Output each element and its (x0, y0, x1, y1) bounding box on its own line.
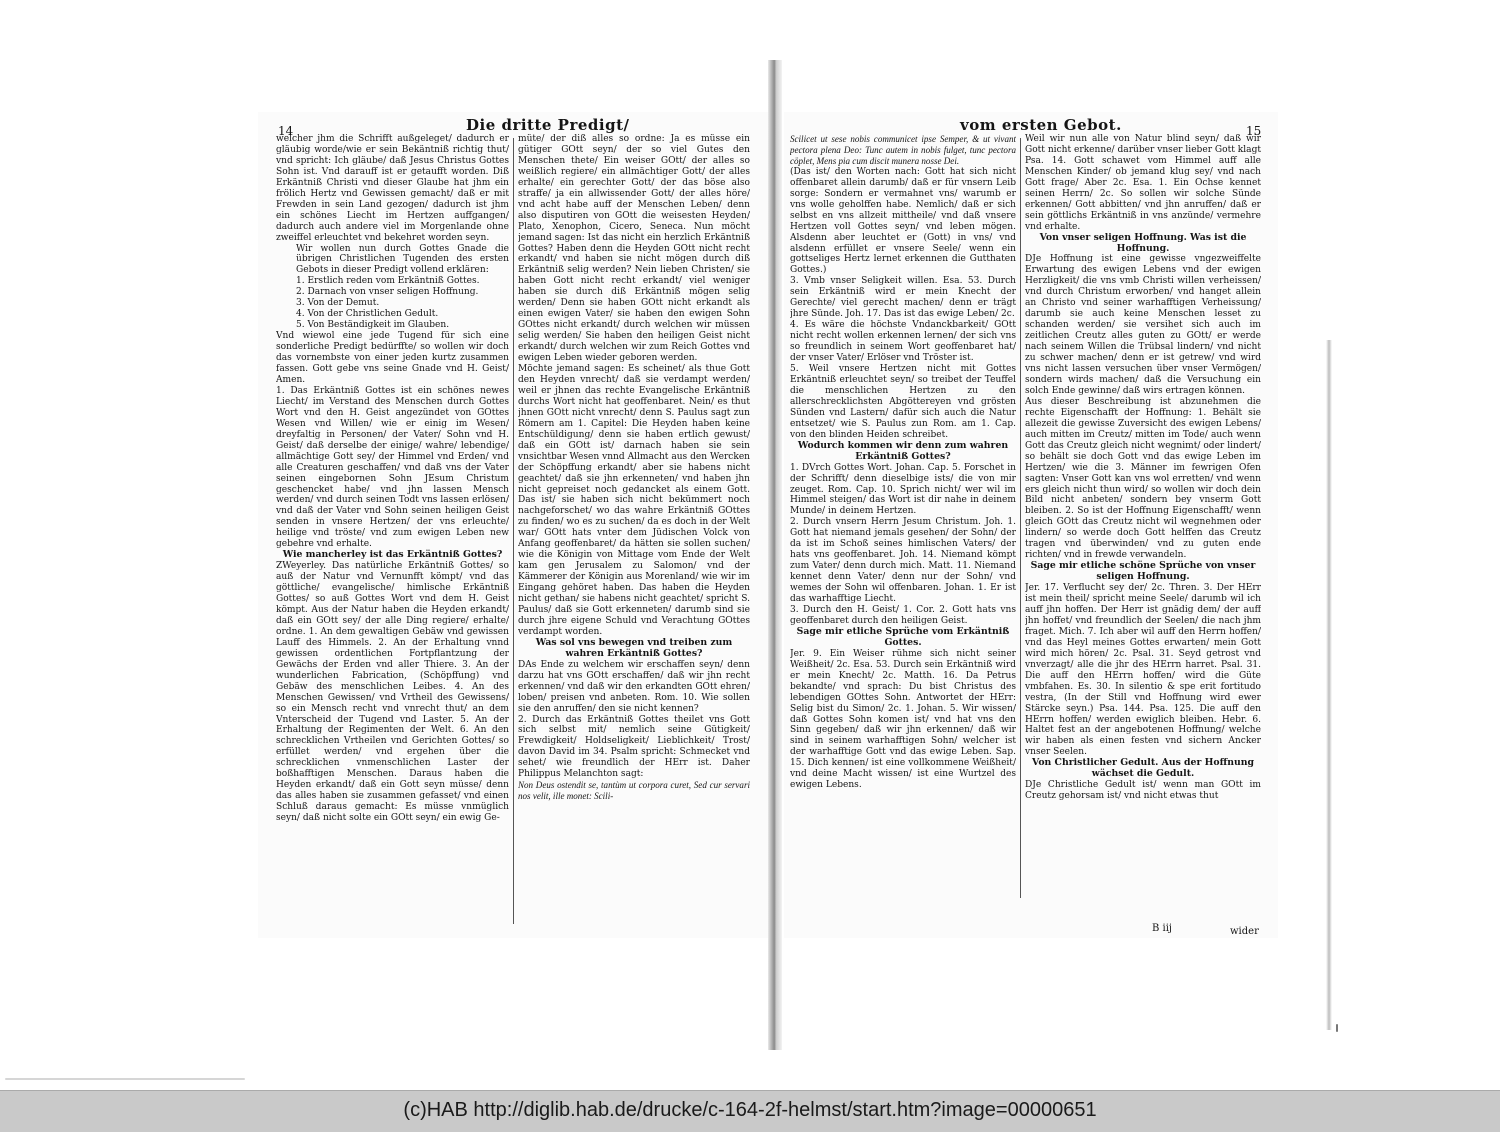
left-page-column-2 (518, 134, 750, 926)
paragraph: DJe Christliche Gedult ist/ wenn man GOtt im Creutz gehorsam ist/ vnd nicht etwas thut (1025, 780, 1261, 802)
paragraph: 4. Von der Christlichen Gedult. (296, 309, 439, 320)
signature-mark: B iij (1152, 923, 1173, 934)
section-heading: Wodurch kommen wir denn zum wahren Erkäntniß Gottes? (797, 439, 1009, 462)
paragraph: Jer. 17. Verflucht sey der/ 2c. Thren. 3. Der HErr ist mein theil/ spricht meine Seele/ darumb wil ich auff jhn hoffen. Der Herr ist gnädig dem/ der auff jhn hoffet/ vnd freundlich der Seelen/ die nach jhm fraget. Mich. 7. Ich aber wil auff den Herrn hoffen/ vnd das Heyl meines Gottes erwarten/ mein Gott wird mich hören/ 2c. Psal. 31. Seyd getrost vnd vnverzagt/ alle die jhr des HErrn harret. Psal. 31. Die auff den HErrn hoffen/ wird die Güte vmbfahen. Es. 30. In silentio & spe erit fortitudo vestra, (In der Still vnd Hoffnung wird ewer Stärcke seyn.) Psa. 144. Psa. 125. Die auff den HErrn hoffen/ werden ewiglich bleiben. Hebr. 6. Haltet fest an der angebotenen Hoffnung/ welche wir haben als einen festen vnd sichern Ancker vnser Seelen. (1025, 583, 1261, 758)
section-heading: Sage mir etliche Sprüche vom Erkäntniß Gottes. (796, 625, 1010, 648)
paragraph: Non Deus ostendit se, tantùm ut corpora curet, Sed cur servari nos velit, ille monet: Scili- (518, 780, 750, 802)
book-gutter (768, 60, 782, 1050)
left-page-number: 14 (278, 124, 294, 138)
paragraph: 2. Durch vnsern Herrn Jesum Christum. Joh. 1. Gott hat niemand jemals gesehen/ der Sohn/ der da ist im Schoß seines himlischen Vaters/ der hats vns geoffenbaret. Joh. 14. Niemand kömpt zum Vater/ denn durch mich. Matt. 11. Niemand kennet denn Vater/ denn nur der Sohn/ vnd wemes der Sohn wil offenbaren. Johan. 1. Er ist das warhafftige Liecht. (790, 517, 1016, 605)
paragraph: 5. Von Beständigkeit im Glauben. (296, 320, 450, 331)
paragraph: Vnd wiewol eine jede Tugend für sich eine sonderliche Predigt bedürffte/ so wollen wir doch das vornembste von einer jeden kurtz zusammen fassen. Gott gebe vns seine Gnade vnd H. Geist/ Amen. (276, 331, 509, 385)
paragraph: 2. Durch das Erkäntniß Gottes theilet vns Gott sich selbst mit/ nemlich seine Gütigkeit/ Frewdigkeit/ Holdseligkeit/ Lieblichkeit/ Trost/ davon David im 34. Psalm spricht: Schmecket vnd sehet/ wie freundlich der HErr ist. Daher Philippus Melanchton sagt: (518, 714, 750, 780)
paragraph: 2. Darnach von vnser seligen Hoffnung. (296, 287, 479, 298)
paragraph: 1. DVrch Gottes Wort. Johan. Cap. 5. Forschet in der Schrifft/ denn dieselbige ists/ die von mir zeuget. Rom. Cap. 10. Sprich nicht/ wer wil im Himmel steigen/ das Wort ist dir nahe in deinem Munde/ in deinem Hertzen. (790, 462, 1016, 517)
section-heading: Sage mir etliche schöne Sprüche von vnser seligen Hoffnung. (1030, 560, 1256, 583)
paragraph: 3. Durch den H. Geist/ 1. Cor. 2. Gott hats vns geoffenbaret durch den heiligen Geist. (790, 604, 1016, 626)
paragraph: Jer. 9. Ein Weiser rühme sich nicht seiner Weißheit/ 2c. Esa. 53. Durch sein Erkäntniß wird er mein Knecht/ 2c. Matth. 16. Da Petrus bekandte/ vnd sprach: Du bist Christus des lebendigen GOttes Sohn. Antwortet der HErr: Selig bist du Simon/ 2c. 1. Johan. 5. Wir wissen/ daß Gottes Sohn komen ist/ vnd hat vns den Sinn gegeben/ daß wir jhn erkennen/ daß wir sind in seinem warhafftigen Sohn/ welcher ist der warhafftige Gott vnd das ewige Leben. Sap. 15. Dich kennen/ ist eine vollkommene Weißheit/ vnd deine Macht wissen/ ist eine Wurtzel des ewigen Lebens. (790, 648, 1016, 791)
scan-artifact (1336, 1024, 1338, 1032)
section-heading: Von vnser seligen Hoffnung. Was ist die Hoffnung. (1039, 231, 1247, 254)
copyright-text: (c)HAB http://diglib.hab.de/drucke/c-164-2f-helmst/start.htm?image=00000651 (403, 1099, 1097, 1121)
paragraph: Scilicet ut sese nobis communicet ipse Semper, & ut vivant pectora plena Deo: Tunc autem in nobis fulget, tunc pectora cöplet, Mens pia cum discit munera nosse Dei. (790, 134, 1016, 166)
section-heading: Wie mancherley ist das Erkäntniß Gottes? (282, 549, 503, 561)
paragraph: welcher jhm die Schrifft außgeleget/ dadurch er gläubig worde/wie er sein Bekäntniß richtig thut/ vnd spricht: Ich gläube/ daß Jesus Christus Gottes Sohn ist. Vnd darauff ist er getaufft worden. Diß Erkäntniß Christi vnd dieser Glaube hat jhm ein frölich Hertz vnd Gewissen gemacht/ daß er mit Frewden in sein Land gezogen/ dadurch ist jhm ein schönes Liecht im Hertzen auffgangen/ dadurch auch andere viel im Morgenlande ohne zweiffel erleuchtet vnd bekehret worden seyn. (276, 134, 509, 243)
paragraph: Möchte jemand sagen: Es scheinet/ als thue Gott den Heyden vnrecht/ daß sie verdampt werden/ weil er jhnen das rechte Evangelische Erkäntniß durchs Wort nicht hat geoffenbaret. Nein/ es thut jhnen GOtt nicht vnrecht/ denn S. Paulus sagt zun Römern am 1. Capitel: Die Heyden haben keine Entschüldigung/ denn sie haben ertlich gewust/ daß ein GOtt ist/ darnach haben sie sein vnsichtbar Wesen vnnd Allmacht aus den Wercken der Schöpffung erkandt/ aber sie habens nicht geachtet/ daß sie jhn erkenneten/ vnd haben jhn nicht gepreiset noch gedancket als einem Gott. Das ist/ sie haben sich nicht bekümmert noch nachgeforschet/ wo das wahre Erkäntniß GOttes zu finden/ wo es zu suchen/ da es doch in der Welt war/ GOtt hats vnter dem Jüdischen Volck von Anfang geoffenbaret/ da hätten sie sollen suchen/ wie die Königin von Mittage vom Ende der Welt kam gen Jerusalem zu Salomon/ vnd der Kämmerer der Königin aus Morenland/ wie wir im Eingang gehöret haben. Das haben die Heyden nicht gethan/ sie habens nicht geachtet/ spricht S. Paulus/ daß sie Gott erkenneten/ darumb sind sie durch jhre eigene Schuld vnd Verachtung GOttes verdampt worden. (518, 364, 750, 637)
paragraph: DJe Hoffnung ist eine gewisse vngezweiffelte Erwartung des ewigen Lebens vnd der ewigen Herzligkeit/ die vns vmb Christi willen verheissen/ vnd durch Christum erworben/ vnd hanget allein an Christo vnd seiner warhafftigen Verheissung/ darumb sie auch keine Menschen lesset zu schanden werden/ sie versihet sich auch im zeitlichen Creutz alles guten zu GOtt/ er werde nach seinem Willen die Trübsal lindern/ vnd nicht zu schwer machen/ denn er ist getrew/ vnd wird vns nicht lassen versuchen über vnser Vermögen/ sondern wirds machen/ daß die Versuchung ein solch Ende gewinne/ daß wirs ertragen können. (1025, 254, 1261, 396)
paragraph: 4. Es wäre die höchste Vndanckbarkeit/ GOtt nicht recht wollen erkennen lernen/ der sich vns so freundlich in seinem Wort geoffenbaret hat/ der vnser Vater/ Erlöser vnd Tröster ist. (790, 320, 1016, 364)
paragraph: Aus dieser Beschreibung ist abzunehmen die rechte Eigenschafft der Hoffnung: 1. Behält sie allezeit die gewisse Zuversicht des ewigen Lebens/ auch mitten im Creutz/ mitten im Tode/ auch wenn Gott das Creutz gleich nicht wegnimt/ oder lindert/ so behält sie doch Gott vnd das ewige Leben im Hertzen/ wie die 3. Männer im fewrigen Ofen sagten: Vnser Gott kan vns wol erretten/ vnd wenn ers gleich nicht thun wird/ so wollen wir doch dein Bild nicht anbeten/ sondern bey vnserm Gott bleiben. 2. So ist der Hoffnung Eigenschafft/ wenn gleich GOtt das Creutz nicht wil wegnehmen oder lindern/ so werde doch Gott helffen das Creutz tragen vnd überwinden/ vnd zu guten ende richten/ vnd in frewde verwandeln. (1025, 396, 1261, 561)
copyright-bar (0, 1090, 1500, 1132)
paragraph: 1. Erstlich reden vom Erkäntniß Gottes. (296, 276, 480, 287)
paragraph: 5. Weil vnsere Hertzen nicht mit Gottes Erkäntniß erleuchtet seyn/ so treibet der Teuffel die menschlichen Hertzen zu den allerschrecklichsten Abgöttereyen vnd grösten Sünden vnd Lastern/ dafür sich auch die Natur entsetzet/ wie S. Paulus zun Rom. am 1. Cap. von den blinden Heiden schreibet. (790, 364, 1016, 440)
right-page-column-1 (790, 134, 1016, 894)
section-heading: Von Christlicher Gedult. Aus der Hoffnung wächset die Gedult. (1031, 757, 1254, 780)
page-edge-shadow (1326, 340, 1332, 1030)
paragraph: 3. Vmb vnser Seligkeit willen. Esa. 53. Durch sein Erkäntniß wird er mein Knecht der Gerechte/ viel gerecht machen/ denn er trägt jhre Sünde. Joh. 17. Das ist das ewige Leben/ 2c. (790, 276, 1016, 320)
section-heading: Was sol vns bewegen vnd treiben zum wahren Erkäntniß Gottes? (535, 636, 733, 659)
paragraph: Wir wollen nun durch Gottes Gnade die übrigen Christlichen Tugenden des ersten Gebots in dieser Predigt vollend erklären: (296, 243, 509, 276)
paragraph: DAs Ende zu welchem wir erschaffen seyn/ denn darzu hat vns GOtt erschaffen/ daß wir jhn recht erkennen/ vnd daß wir den erkandten GOtt ehren/ loben/ preisen vnd anbeten. Rom. 10. Wie sollen sie den anruffen/ den sie nicht kennen? (518, 659, 750, 714)
column-rule-left (513, 138, 514, 924)
paragraph: (Das ist/ den Worten nach: Gott hat sich nicht offenbaret allein darumb/ daß er für vnsern Leib sorge: Sondern er vermahnet vns/ warumb er vns wolle geholffen habe. Nemlich/ daß er sich selbst en vns allzeit mittheile/ vnd daß vnsere Hertzen voll Gottes seyn/ vnd leben mögen. Alsdenn aber leuchtet er (Gott) in vns/ vnd alsdenn erfüllet er vnsere Seele/ wenn ein gottseliges Hertz lernet erkennen die Gutthaten Gottes.) (790, 166, 1016, 276)
catchword: wider (1230, 926, 1259, 937)
paragraph: Weil wir nun alle von Natur blind seyn/ daß wir Gott nicht erkenne/ darüber vnser lieber Gott klagt Psa. 14. Gott schawet vom Himmel auff alle Menschen Kinder/ ob jemand klug sey/ vnd nach Gott frage/ Aber 2c. Esa. 1. Ein Ochse kennet seinen Herrn/ 2c. So sollen wir solche Sünde erkennen/ Gott abbitten/ vnd jhn anruffen/ daß er sein göttlichs Erkäntniß in vns anzünde/ vermehre vnd erhalte. (1025, 134, 1261, 232)
paragraph: 3. Von der Demut. (296, 298, 380, 309)
paragraph: 1. Das Erkäntniß Gottes ist ein schönes newes Liecht/ im Verstand des Menschen durch Gottes Wort vnd den H. Geist angezündet von GOttes Wesen vnd Willen/ wie er einig im Wesen/ dreyfaltig in Personen/ der Vater/ Sohn vnd H. Geist/ daß derselbe der einige/ wahre/ lebendige/ allmächtige Gott sey/ der Himmel vnd Erden/ vnd alle Creaturen geschaffen/ vnd daß vns der Vater seinen eingebornen Sohn JEsum Christum geschencket habe/ vnd jhn lassen Mensch werden/ vnd durch seinen Todt vns lassen erlösen/ vnd daß der Vater vnd Sohn seinen heiligen Geist senden in vnsere Hertzen/ der vns erleuchte/ heilige vnd tröste/ vnd zum ewigen Leben new gebehre vnd erhalte. (276, 385, 509, 550)
paragraph: ZWeyerley. Das natürliche Erkäntniß Gottes/ so auß der Natur vnd Vernunfft kömpt/ vnd das göttliche/ evangelische/ himlische Erkäntniß Gottes/ so auß Gottes Wort vnd dem H. Geist kömpt. Aus der Natur haben die Heyden erkandt/ daß ein GOtt sey/ der alle Ding regiere/ erhalte/ ordne. 1. An dem gewaltigen Gebäw vnd gewissen Lauff des Himmels. 2. An der Erhaltung vnnd gewissen ordentlichen Fortpflantzung der Gewächs der Erden vnd aller Thiere. 3. An der wunderlichen Fabrication, (Schöpffung) vnd Gebäw des menschlichen Leibes. 4. An des Menschen Gewissen/ vnd Vrtheil des Gewissens/ so ein Mensch recht vnd vnrecht thut/ an dem Vnterscheid der Tugend vnd Laster. 5. An der Erhaltung der Regimenten der Welt. 6. An den schrecklichen Vrtheilen vnd Gerichten Gottes/ so erfüllet werden/ vnd ergehen über die schrecklichen vnmenschlichen Laster der boßhafftigen Menschen. Daraus haben die Heyden erkandt/ daß ein Gott seyn müsse/ denn das alles haben sie zusammen gefasset/ vnd einen Schluß daraus gemacht: Es müsse vnmüglich seyn/ daß nicht solte ein GOtt seyn/ ein ewig Ge- (276, 561, 509, 824)
left-page-column-1 (276, 134, 509, 926)
paragraph: müte/ der diß alles so ordne: Ja es müsse ein gütiger GOtt seyn/ der so viel Gutes den Menschen thete/ Ein weiser GOtt/ der alles so weißlich regiere/ ein allmächtiger Gott/ der alles erhalte/ ein gerechter Gott/ der das böse also straffe/ ja ein allwissender Gott/ der alles höre/ vnd acht habe auff der Menschen Leben/ denn also disputiren von GOtt die weisesten Heyden/ Plato, Xenophon, Cicero, Seneca. Nun möcht jemand sagen: Ist das nicht ein herzlich Erkäntniß Gottes? Haben denn die Heyden GOtt nicht recht erkandt/ vnd haben sie nicht mögen durch diß Erkäntniß selig werden? Nein lieben Christen/ sie haben Gott nicht recht erkandt/ viel weniger haben sie durch diß Erkäntniß mögen selig werden/ Denn sie haben GOtt nicht erkandt als einen ewigen Vater/ sie haben den ewigen Sohn GOttes nicht erkandt/ durch welchen wir müssen selig werden/ Sie haben den heiligen Geist nicht erkandt/ durch welchen wir zum Reich Gottes vnd ewigen Leben wieder geboren werden. (518, 134, 750, 364)
right-page-number: 15 (1246, 124, 1262, 138)
right-page-column-2 (1025, 134, 1261, 914)
column-rule-right (1020, 138, 1021, 898)
left-running-head: Die dritte Predigt/ (466, 116, 630, 134)
scan-artifact (5, 1078, 245, 1080)
right-running-head: vom ersten Gebot. (960, 116, 1122, 134)
